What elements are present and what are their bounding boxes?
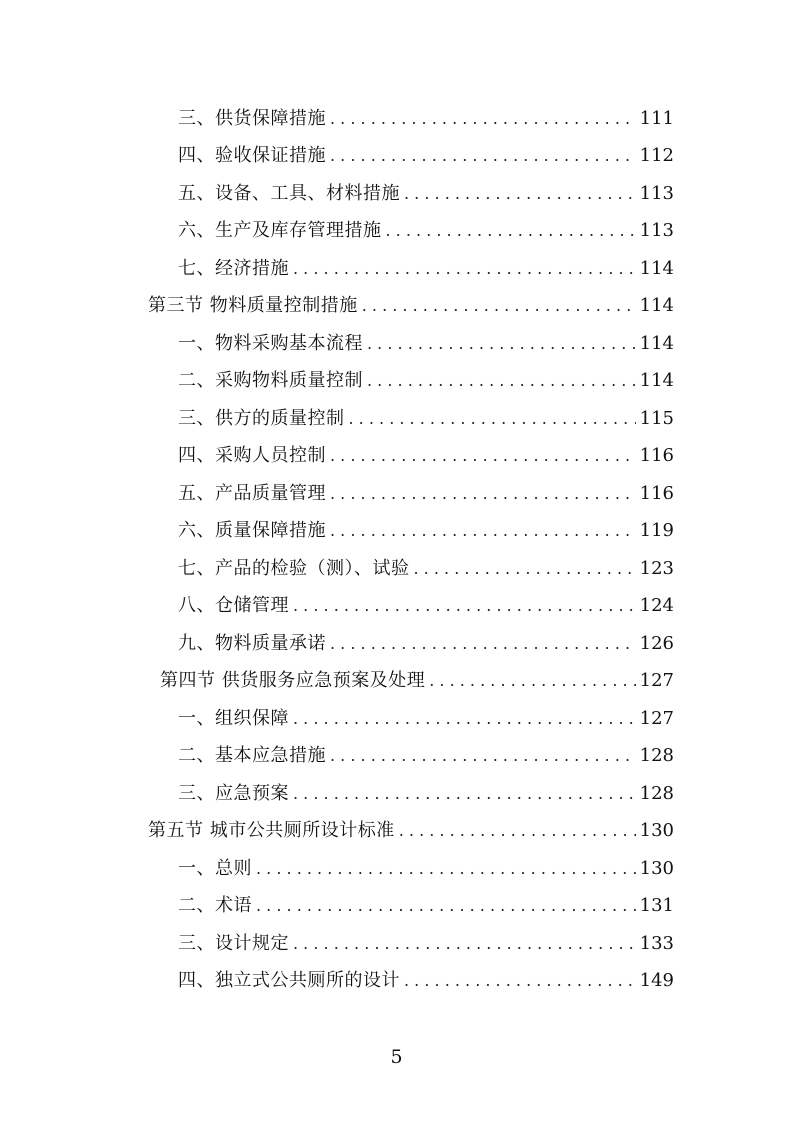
toc-leader-dots <box>293 936 636 952</box>
toc-entry-page: 123 <box>639 557 674 579</box>
toc-entry[interactable] <box>178 738 674 775</box>
toc-section-entry[interactable] <box>148 813 674 850</box>
toc-leader-dots <box>414 561 636 577</box>
toc-leader-dots <box>293 261 636 277</box>
toc-entry[interactable] <box>178 550 674 587</box>
toc-entry[interactable] <box>178 325 674 362</box>
toc-entry-page: 114 <box>639 295 674 316</box>
toc-entry-title: 四、验收保证措施 <box>178 145 326 166</box>
toc-entry[interactable] <box>178 363 674 400</box>
toc-leader-dots <box>349 411 636 427</box>
toc-leader-dots <box>330 636 636 652</box>
toc-entry-page: 126 <box>639 632 674 654</box>
toc-entry-title: 九、物料质量承诺 <box>178 632 326 654</box>
toc-entry-page: 114 <box>639 370 674 391</box>
toc-entry[interactable] <box>178 213 674 250</box>
toc-entry-page: 133 <box>639 932 674 954</box>
toc-entry-page: 113 <box>639 220 674 241</box>
toc-entry-page: 149 <box>639 970 674 991</box>
toc-leader-dots <box>362 298 636 314</box>
toc-entry-title: 三、供货保障措施 <box>178 107 326 129</box>
toc-entry-title: 四、采购人员控制 <box>178 445 326 466</box>
toc-entry-page: 124 <box>639 595 674 616</box>
toc-section-entry[interactable] <box>148 288 674 325</box>
toc-leader-dots <box>330 486 636 502</box>
toc-entry[interactable] <box>178 588 674 625</box>
toc-entry-title: 六、生产及库存管理措施 <box>178 220 382 241</box>
toc-entry-page: 128 <box>639 782 674 804</box>
toc-leader-dots <box>293 711 636 727</box>
toc-entry[interactable] <box>178 625 674 662</box>
toc-entry[interactable] <box>178 400 674 437</box>
toc-leader-dots <box>256 898 636 914</box>
toc-entry-page: 116 <box>639 482 674 504</box>
toc-entry-page: 119 <box>639 520 674 541</box>
toc-entry-page: 131 <box>639 895 674 916</box>
toc-entry[interactable] <box>178 925 674 962</box>
toc-leader-dots <box>293 598 636 614</box>
toc-leader-dots <box>367 336 636 352</box>
toc-entry[interactable] <box>178 888 674 925</box>
toc-leader-dots <box>399 823 636 839</box>
toc-entry-page: 114 <box>639 257 674 279</box>
toc-leader-dots <box>404 186 636 202</box>
toc-entry-title: 六、质量保障措施 <box>178 520 326 541</box>
toc-leader-dots <box>330 148 636 164</box>
toc-entry-title: 第三节 物料质量控制措施 <box>148 295 358 316</box>
toc-leader-dots <box>330 523 636 539</box>
toc-entry[interactable] <box>178 513 674 550</box>
toc-entry-title: 一、组织保障 <box>178 707 289 729</box>
toc-leader-dots <box>330 448 636 464</box>
page-number: 5 <box>390 1046 403 1068</box>
toc-entry-title: 二、术语 <box>178 895 252 916</box>
toc-entry-page: 116 <box>639 445 674 466</box>
toc-entry-title: 第五节 城市公共厕所设计标准 <box>148 820 395 841</box>
toc-entry-title: 二、采购物料质量控制 <box>178 370 363 391</box>
toc-leader-dots <box>367 373 636 389</box>
toc-entry-page: 111 <box>639 107 674 129</box>
toc-entry[interactable] <box>178 175 674 212</box>
toc-entry-title: 五、产品质量管理 <box>178 482 326 504</box>
toc-entry[interactable] <box>178 250 674 287</box>
toc-entry-title: 三、应急预案 <box>178 782 289 804</box>
toc-entry-title: 八、仓储管理 <box>178 595 289 616</box>
toc-entry[interactable] <box>178 100 674 137</box>
toc-entry-title: 五、设备、工具、材料措施 <box>178 182 400 204</box>
toc-entry-page: 128 <box>639 745 674 766</box>
toc-leader-dots <box>330 748 636 764</box>
toc-entry[interactable] <box>178 700 674 737</box>
toc-entry-page: 127 <box>639 707 674 729</box>
toc-entry-title: 三、设计规定 <box>178 932 289 954</box>
toc-section-entry[interactable] <box>160 663 674 700</box>
toc-entry-title: 一、物料采购基本流程 <box>178 332 363 354</box>
toc-entry-page: 127 <box>639 670 674 691</box>
toc-entry-title: 七、经济措施 <box>178 257 289 279</box>
toc-entry-title: 三、供方的质量控制 <box>178 407 345 429</box>
toc-entry[interactable] <box>178 138 674 175</box>
toc-entry-title: 四、独立式公共厕所的设计 <box>178 970 400 991</box>
toc-entry-page: 112 <box>639 145 674 166</box>
toc-leader-dots <box>429 673 635 689</box>
toc-leader-dots <box>293 786 636 802</box>
toc-leader-dots <box>256 861 636 877</box>
toc-leader-dots <box>404 973 636 989</box>
toc-entry-title: 一、总则 <box>178 857 252 879</box>
toc-leader-dots <box>330 111 636 127</box>
toc-entry-title: 二、基本应急措施 <box>178 745 326 766</box>
toc-entry[interactable] <box>178 963 674 1000</box>
toc-entry-page: 114 <box>639 332 674 354</box>
toc-entry-page: 113 <box>639 182 674 204</box>
toc-entry[interactable] <box>178 850 674 887</box>
toc-entry-title: 第四节 供货服务应急预案及处理 <box>160 670 426 691</box>
toc-leader-dots <box>386 223 636 239</box>
toc-entry[interactable] <box>178 475 674 512</box>
toc-entry-page: 115 <box>639 407 674 429</box>
toc-entry[interactable] <box>178 438 674 475</box>
toc-entry[interactable] <box>178 775 674 812</box>
toc-entry-page: 130 <box>639 857 674 879</box>
toc-entry-title: 七、产品的检验（测）、试验 <box>178 557 410 579</box>
toc-entry-page: 130 <box>639 820 674 841</box>
